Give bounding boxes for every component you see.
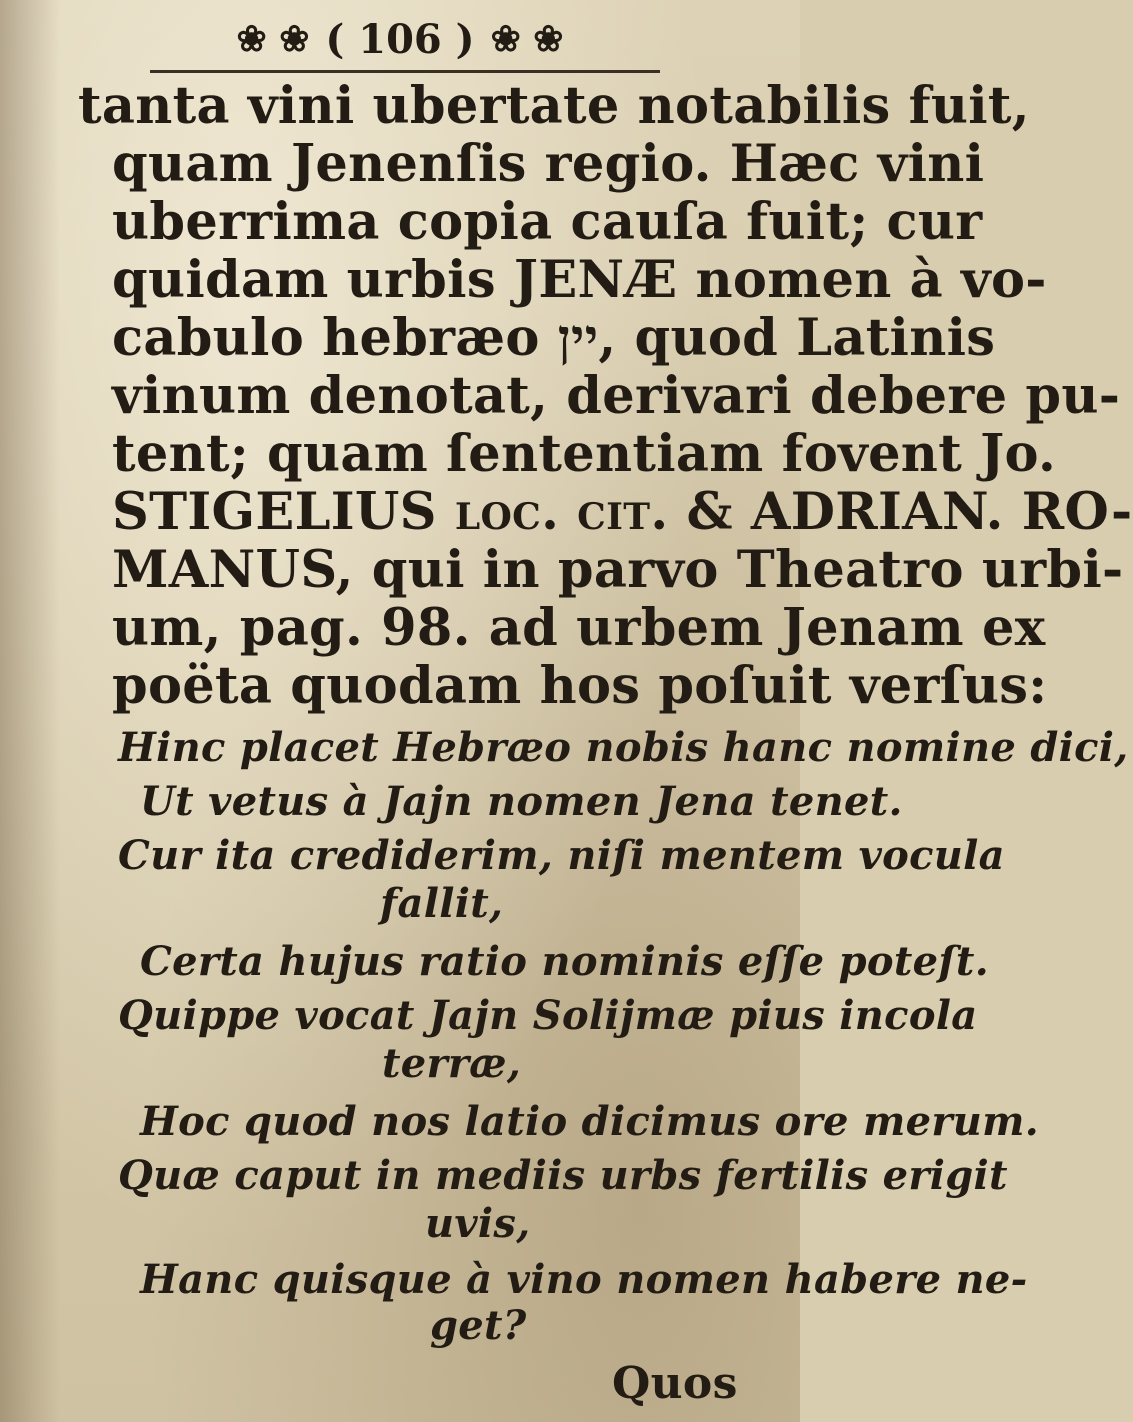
text-line: uberrima copia cauſa fuit; cur bbox=[112, 192, 983, 252]
verse-line: uvis, bbox=[425, 1200, 531, 1247]
verse-line: Quæ caput in mediis urbs fertilis erigit bbox=[118, 1152, 1008, 1199]
header-ornament-left: ❀ ❀ bbox=[236, 18, 310, 60]
verse-line: Hanc quisque à vino nomen habere ne- bbox=[140, 1256, 1028, 1303]
text-line: quam Jenenſis regio. Hæc vini bbox=[112, 134, 985, 194]
text-line: cabulo hebræo יין, quod Latinis bbox=[112, 308, 996, 368]
header-ornament-right: ❀ ❀ bbox=[490, 18, 564, 60]
text-line: um, pag. 98. ad urbem Jenam ex bbox=[112, 598, 1046, 658]
text-line: tanta vini ubertate notabilis fuit, bbox=[78, 76, 1030, 136]
header-rule bbox=[150, 70, 660, 73]
verse-line: Ut vetus à Jajn nomen Jena tenet. bbox=[140, 778, 903, 825]
catchword: Quos bbox=[612, 1358, 738, 1409]
page-number: ( 106 ) bbox=[325, 15, 475, 63]
verse-line: Cur ita crediderim, niſi mentem vocula bbox=[118, 832, 1005, 879]
verse-line: terræ, bbox=[382, 1040, 522, 1087]
text-line: poëta quodam hos poſuit verſus: bbox=[112, 656, 1048, 716]
text-line: vinum denotat, derivari debere pu- bbox=[112, 366, 1121, 426]
page-header bbox=[170, 10, 630, 68]
verse-line: get? bbox=[430, 1302, 527, 1349]
text-line: quidam urbis JENÆ nomen à vo- bbox=[112, 250, 1047, 310]
verse-line: Hoc quod nos latio dicimus ore merum. bbox=[140, 1098, 1039, 1145]
text-line: STIGELIUS loc. cit. & ADRIAN. RO- bbox=[112, 482, 1133, 542]
verse-line: Quippe vocat Jajn Solijmæ pius incola bbox=[118, 992, 978, 1039]
verse-line: Certa hujus ratio nominis eſſe poteſt. bbox=[140, 938, 989, 985]
text-line: MANUS, qui in parvo Theatro urbi- bbox=[112, 540, 1124, 600]
text-line: tent; quam ſententiam fovent Jo. bbox=[112, 424, 1057, 484]
verse-line: Hinc placet Hebræo nobis hanc nomine dici, bbox=[118, 724, 1129, 771]
verse-line: fallit, bbox=[380, 880, 504, 927]
page-gutter-shadow bbox=[0, 0, 60, 1422]
